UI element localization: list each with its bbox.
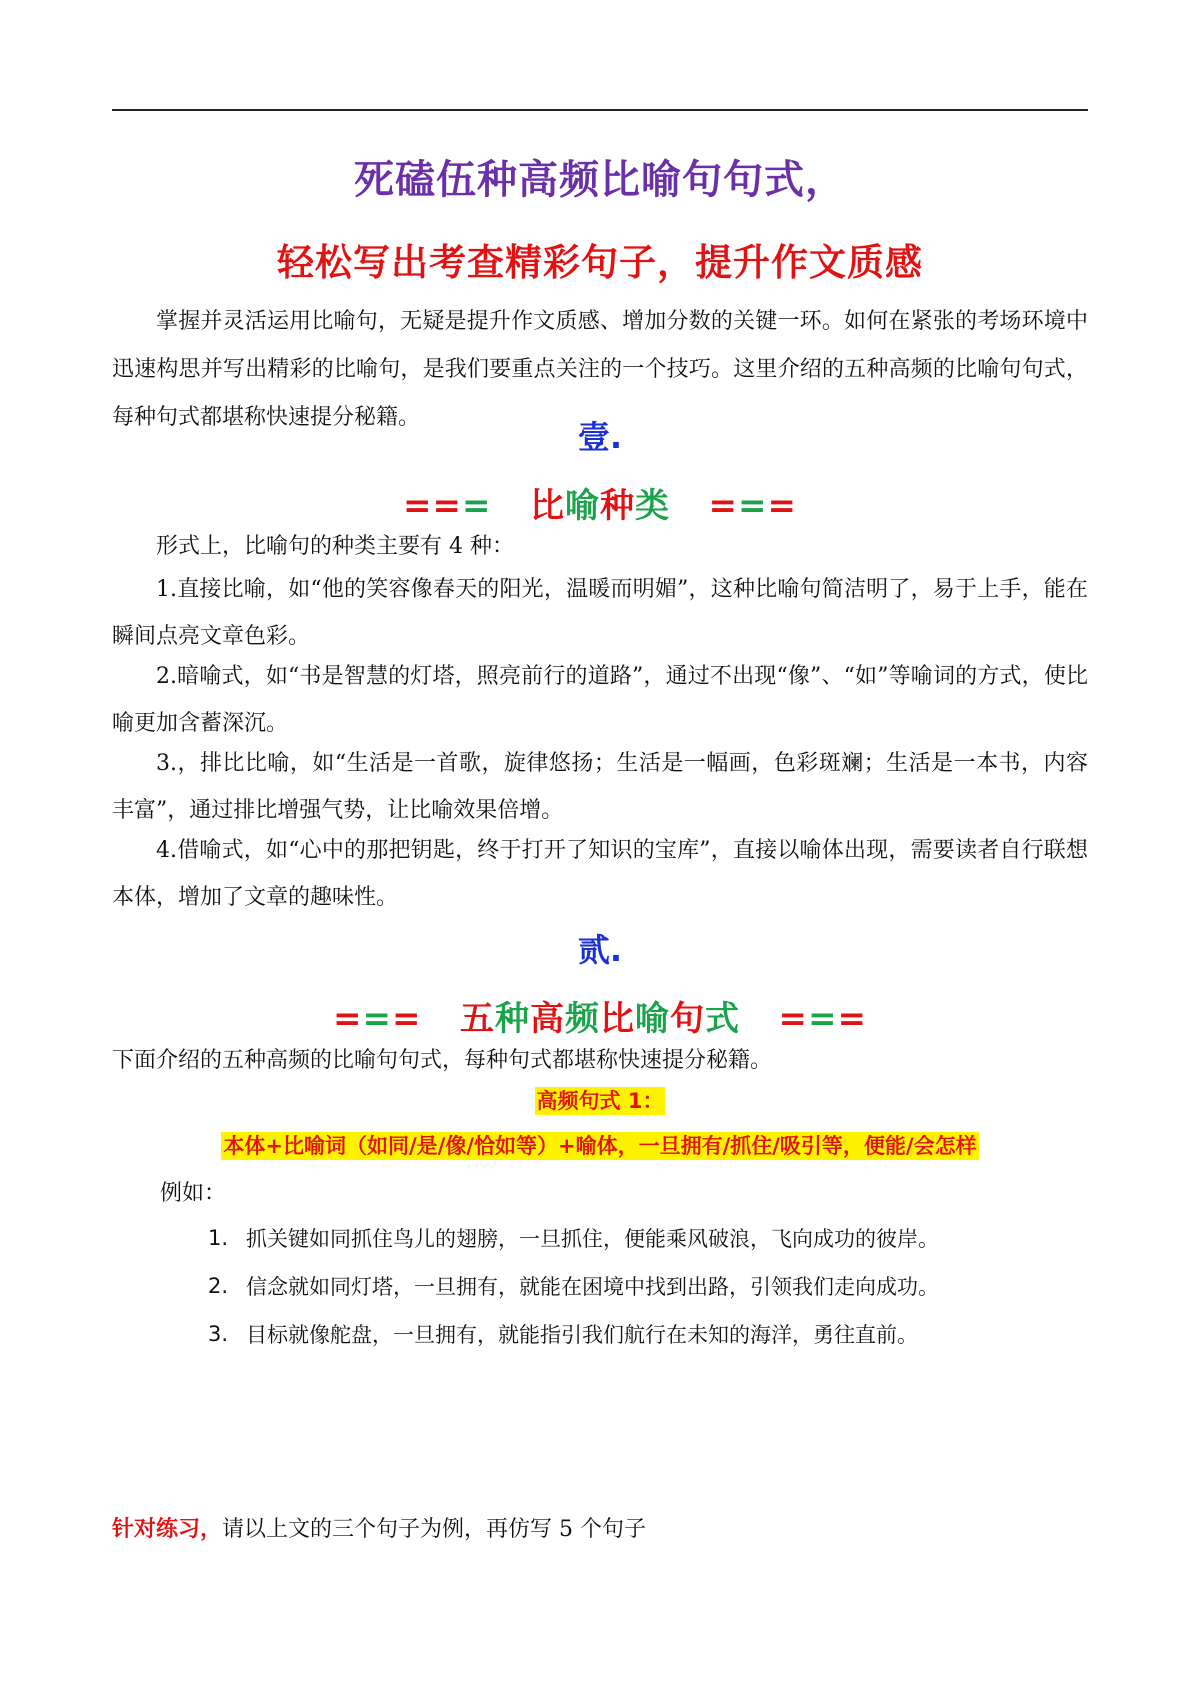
section1-item-3: 3.，排比比喻，如“生活是一首歌，旋律悠扬；生活是一幅画，色彩斑斓；生活是一本书，内容丰富”，通过排比增强气势，让比喻效果倍增。: [112, 751, 1088, 823]
heading-char: 句: [670, 999, 705, 1039]
list-item-text: 抓关键如同抓住鸟儿的翅膀，一旦抓住，便能乘风破浪，飞向成功的彼岸。: [246, 1227, 939, 1251]
list-item-number: 1.: [208, 1226, 229, 1250]
section1-heading: [0, 478, 1200, 527]
example-list: [208, 1214, 1088, 1358]
practice-label: 针对练习，: [112, 1517, 223, 1542]
page-title: 死磕伍种高频比喻句句式，: [354, 157, 846, 203]
heading-char: 比: [529, 486, 565, 526]
section1-item-4: 4.借喻式，如“心中的那把钥匙，终于打开了知识的宝库”，直接以喻体出现，需要读者自行联想本体，增加了文章的趣味性。: [112, 838, 1088, 910]
list-item-number: 2.: [208, 1274, 229, 1298]
pattern-formula: 本体+比喻词（如同/是/像/恰如等）+喻体，一旦拥有/抓住/吸引等，便能/会怎样: [223, 1134, 977, 1158]
heading-char: 高: [530, 999, 565, 1039]
heading-char: 五: [460, 999, 495, 1039]
heading-deco-right: ===: [708, 486, 797, 526]
practice-text: 请以上文的三个句子为例，再仿写 5 个句子: [222, 1517, 647, 1542]
intro-paragraph: 掌握并灵活运用比喻句，无疑是提升作文质感、增加分数的关键一环。如何在紧张的考场环境中迅速构思并写出精彩的比喻句，是我们要重点关注的一个技巧。这里介绍的五种高频的比喻句句式，每种句式都堪称快速提分秘籍。: [112, 309, 1088, 430]
heading-char: 种: [495, 999, 530, 1039]
heading-char: 频: [565, 999, 600, 1039]
pattern-label: 高频句式 1：: [536, 1089, 664, 1113]
list-item: [208, 1310, 1088, 1358]
heading-deco-left: ===: [332, 999, 422, 1039]
heading-deco-left: ===: [402, 486, 492, 526]
heading-char: 种: [599, 486, 635, 526]
list-item: [208, 1262, 1088, 1310]
section1-item-2: 2.暗喻式，如“书是智慧的灯塔，照亮前行的道路”，通过不出现“像”、“如”等喻词的方式，使比喻更加含蓄深沉。: [112, 664, 1088, 736]
page-subtitle: 轻松写出考查精彩句子，提升作文质感: [277, 241, 923, 284]
heading-char: 喻: [635, 999, 670, 1039]
section2-lead: 下面介绍的五种高频的比喻句句式，每种句式都堪称快速提分秘籍。: [112, 1048, 773, 1073]
heading-char: 式: [705, 999, 740, 1039]
heading-char: 类: [634, 486, 670, 526]
section1-lead: 形式上，比喻句的种类主要有 4 种：: [156, 534, 514, 559]
heading-char: 喻: [564, 486, 600, 526]
list-item-text: 信念就如同灯塔，一旦拥有，就能在困境中找到出路，引领我们走向成功。: [246, 1275, 939, 1299]
list-item-text: 目标就像舵盘，一旦拥有，就能指引我们航行在未知的海洋，勇往直前。: [246, 1323, 918, 1347]
pattern-wrap: [0, 1130, 1200, 1160]
top-rule: [112, 109, 1088, 111]
section1-item-1: 1.直接比喻，如“他的笑容像春天的阳光，温暖而明媚”，这种比喻句简洁明了，易于上手，能在瞬间点亮文章色彩。: [112, 577, 1088, 649]
list-item: [208, 1214, 1088, 1262]
section2-heading: [0, 991, 1200, 1040]
practice-line: [112, 1512, 646, 1543]
example-label: 例如：: [160, 1181, 227, 1206]
section1-numeral: 壹.: [577, 418, 623, 456]
list-item-number: 3.: [208, 1322, 229, 1346]
section2-numeral: 贰.: [577, 931, 623, 969]
heading-char: 比: [600, 999, 635, 1039]
pattern-label-wrap: [0, 1085, 1200, 1115]
heading-deco-right: ===: [778, 999, 868, 1039]
